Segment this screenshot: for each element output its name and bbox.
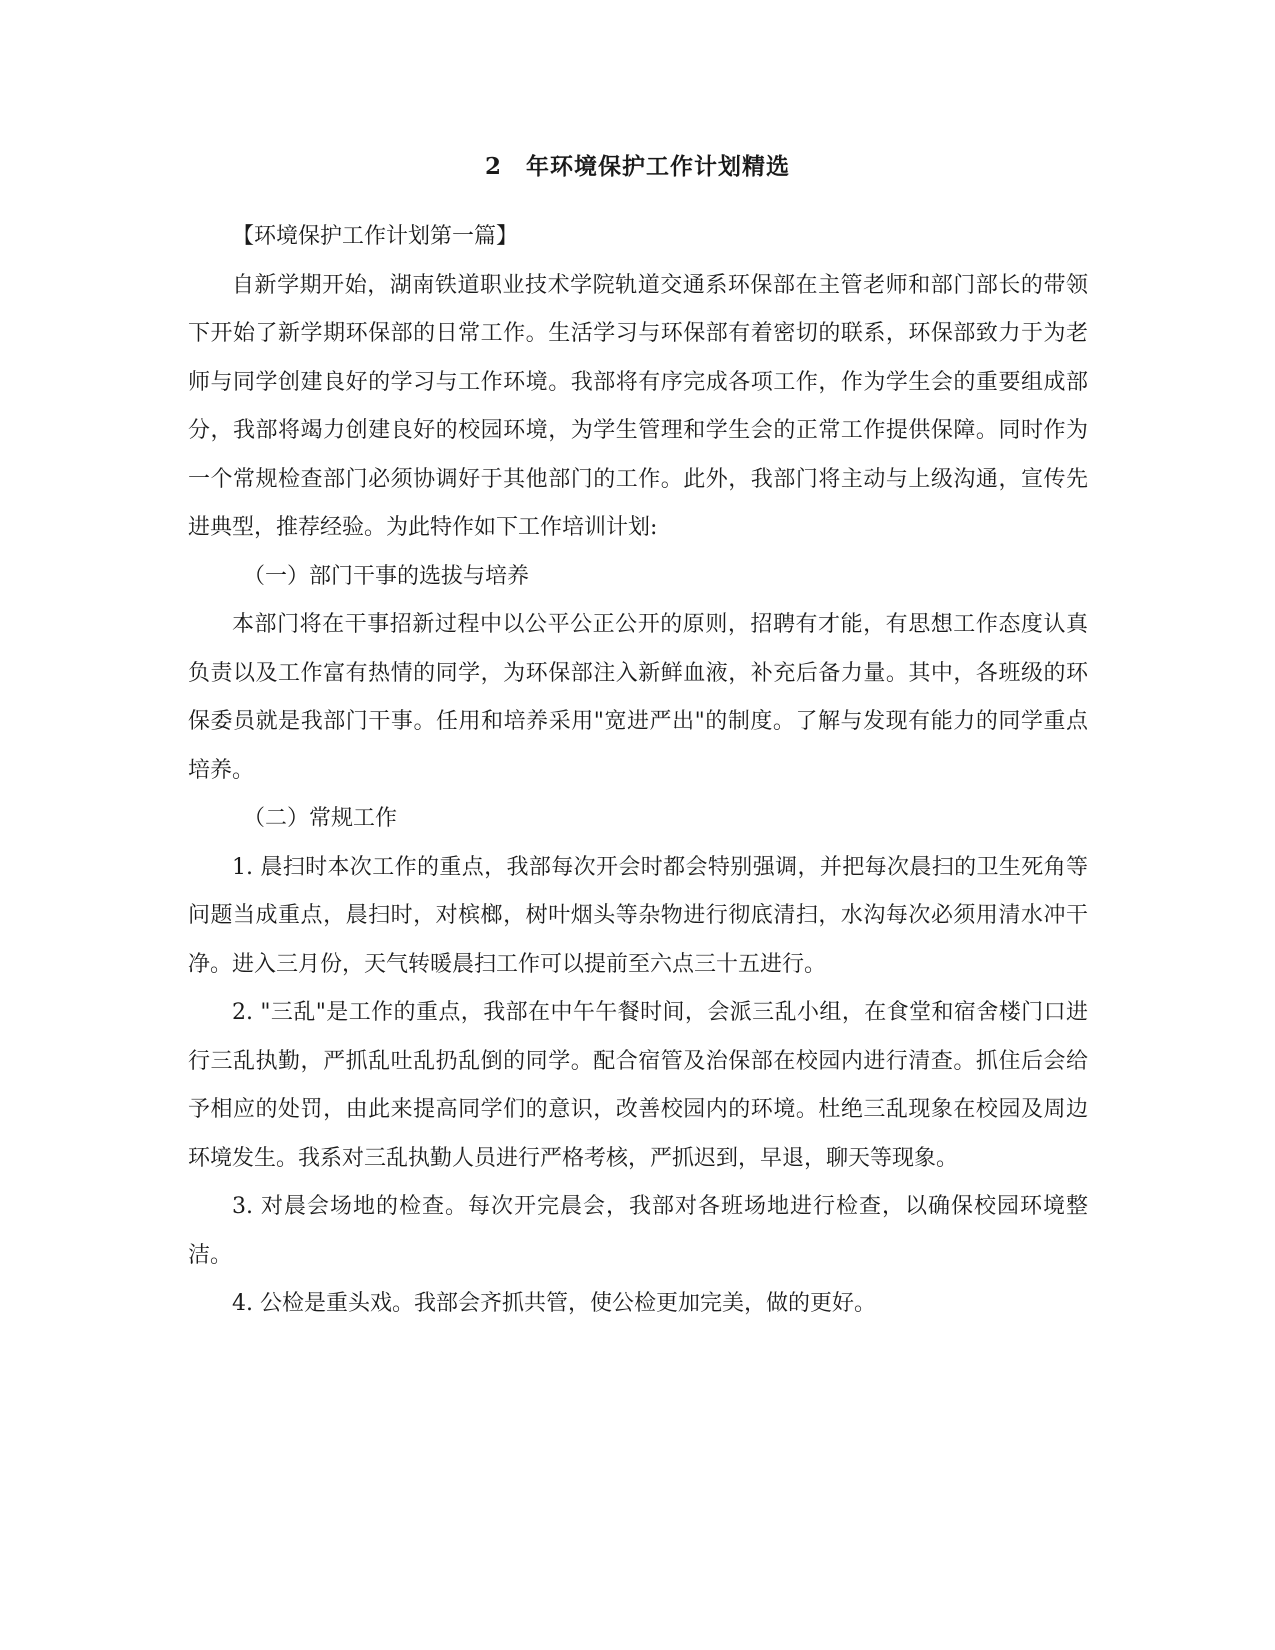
subsection-paragraph-1: 本部门将在干事招新过程中以公平公正公开的原则，招聘有才能，有思想工作态度认真负责以及工作富有热情的同学，为环保部注入新鲜血液，补充后备力量。其中，各班级的环保委员就是我部门干事。任用和培养采用"宽进严出"的制度。了解与发现有能力的同学重点培养。: [188, 612, 1088, 783]
document-title: 2 年环境保护工作计划精选: [484, 153, 790, 180]
list-item-2: 2. "三乱"是工作的重点，我部在中午午餐时间，会派三乱小组，在食堂和宿舍楼门口进行三乱执勤，严抓乱吐乱扔乱倒的同学。配合宿管及治保部在校园内进行清查。抓住后会给予相应的处罚，由此来提高同学们的意识，改善校园内的环境。杜绝三乱现象在校园及周边环境发生。我系对三乱执勤人员进行严格考核，严抓迟到，早退，聊天等现象。: [188, 1000, 1088, 1171]
subsection-heading-2: （二）常规工作: [243, 806, 398, 831]
list-item-3: 3. 对晨会场地的检查。每次开完晨会，我部对各班场地进行检查，以确保校园环境整洁。: [188, 1194, 1088, 1268]
document-body: [188, 213, 1088, 1329]
subsection-heading-1: （一）部门干事的选拔与培养: [243, 563, 530, 589]
intro-paragraph: 自新学期开始，湖南铁道职业技术学院轨道交通系环保部在主管老师和部门部长的带领下开始了新学期环保部的日常工作。生活学习与环保部有着密切的联系，环保部致力于为老师与同学创建良好的学习与工作环境。我部将有序完成各项工作，作为学生会的重要组成部分，我部将竭力创建良好的校园环境，为学生管理和学生会的正常工作提供保障。同时作为一个常规检查部门必须协调好于其他部门的工作。此外，我部门将主动与上级沟通，宣传先进典型，推荐经验。为此特作如下工作培训计划:: [188, 272, 1088, 540]
list-item-1: 1. 晨扫时本次工作的重点，我部每次开会时都会特别强调，并把每次晨扫的卫生死角等问题当成重点，晨扫时，对槟榔，树叶烟头等杂物进行彻底清扫，水沟每次必须用清水冲干净。进入三月份，天气转暖晨扫工作可以提前至六点三十五进行。: [188, 854, 1088, 977]
list-item-4: 4. 公检是重头戏。我部会齐抓共管，使公检更加完美，做的更好。: [232, 1291, 876, 1316]
section-heading: 【环境保护工作计划第一篇】: [232, 224, 519, 249]
